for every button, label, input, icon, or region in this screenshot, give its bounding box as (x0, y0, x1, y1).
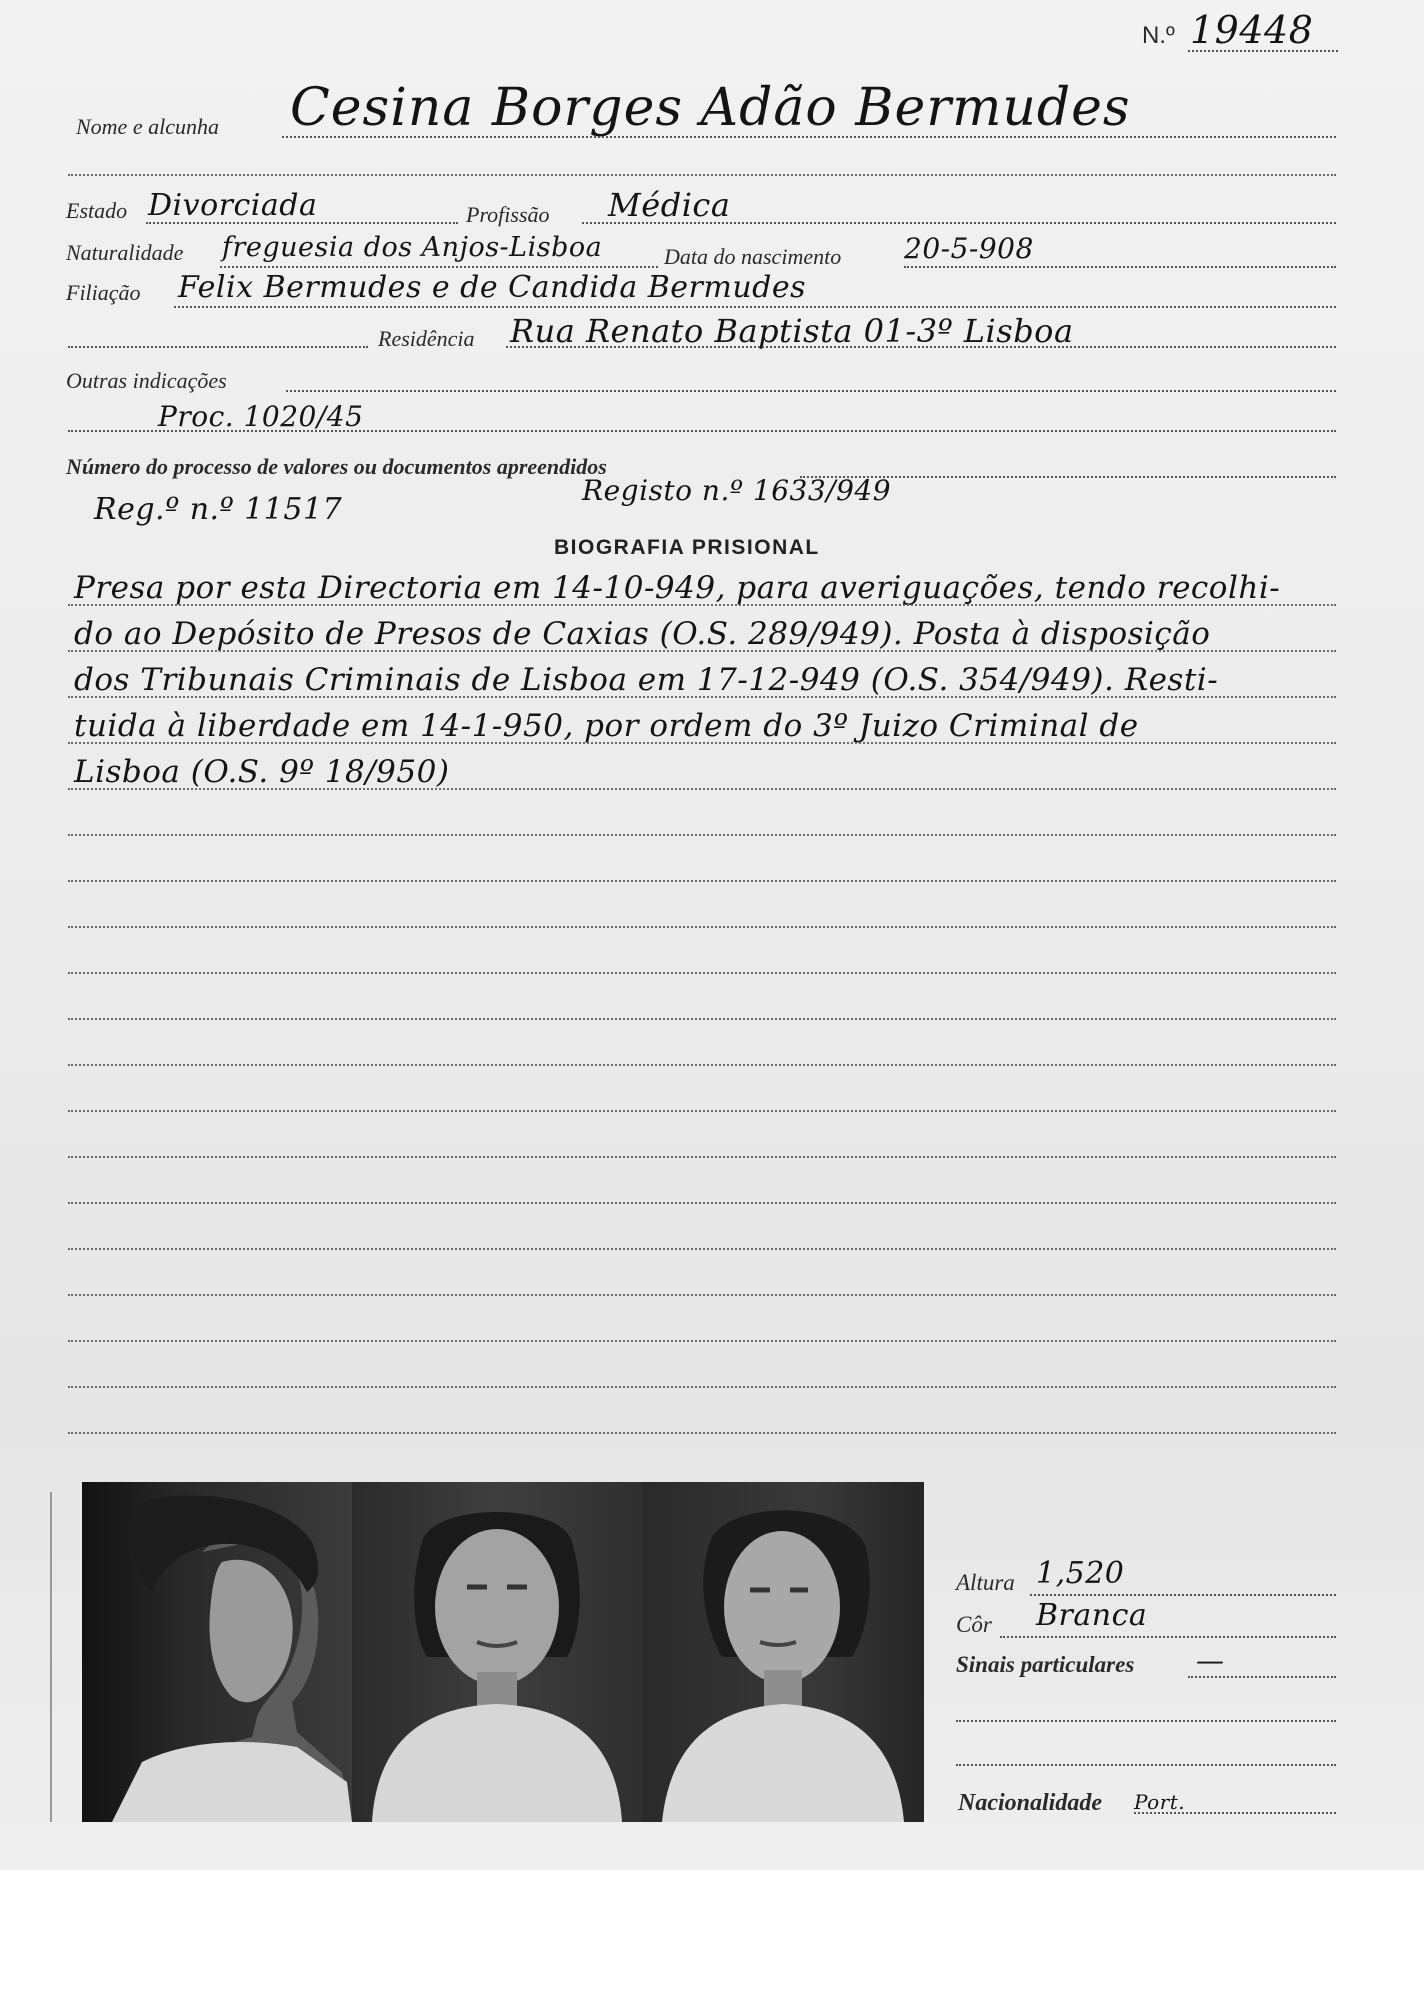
sinais-underline-3 (956, 1764, 1336, 1766)
rule-line (68, 834, 1336, 836)
rule-line (68, 972, 1336, 974)
rule-line (68, 788, 1336, 790)
rule-line (68, 1432, 1336, 1434)
profile-figure-icon (82, 1482, 352, 1822)
rule-line (68, 1386, 1336, 1388)
bio-line: tuida à liberdade em 14-1-950, por ordem do 3º Juizo Criminal de (74, 708, 1139, 744)
residencia-underline (506, 346, 1336, 348)
rule-line (68, 1248, 1336, 1250)
rule-line (68, 1156, 1336, 1158)
bio-line: Presa por esta Directoria em 14-10-949, para averiguações, tendo recolhi- (74, 570, 1281, 606)
mugshot-three-quarter (642, 1482, 924, 1822)
outras-underline (286, 390, 1336, 392)
nascimento-label: Data do nascimento (664, 244, 842, 269)
outras-underline-2 (68, 430, 1336, 432)
filiacao-label: Filiação (66, 280, 141, 305)
nacionalidade-label: Nacionalidade (958, 1790, 1102, 1816)
altura-underline (1030, 1594, 1336, 1596)
number-label: N.º (1142, 22, 1175, 49)
processo-label: Número do processo de valores ou documentos apreendidos (66, 454, 607, 479)
rule-line (68, 174, 1336, 176)
registo-value: Registo n.º 1633/949 (582, 474, 892, 507)
nascimento-underline (904, 266, 1336, 268)
residencia-value: Rua Renato Baptista 01-3º Lisboa (510, 312, 1074, 350)
photo-bracket (40, 1492, 52, 1822)
sinais-underline-2 (956, 1720, 1336, 1722)
rule-line (68, 1110, 1336, 1112)
bio-line: Lisboa (O.S. 9º 18/950) (74, 754, 450, 790)
outras-label: Outras indicações (66, 368, 227, 393)
three-quarter-figure-icon (642, 1482, 924, 1822)
number-underline (1188, 50, 1338, 52)
profissao-value: Médica (608, 186, 731, 224)
bio-line: dos Tribunais Criminais de Lisboa em 17-12-949 (O.S. 354/949). Resti- (74, 662, 1219, 698)
filiacao-value: Felix Bermudes e de Candida Bermudes (178, 270, 807, 305)
rule-line (68, 604, 1336, 606)
sinais-underline (1188, 1676, 1336, 1678)
sinais-label: Sinais particulares (956, 1652, 1135, 1677)
nacionalidade-value: Port. (1134, 1790, 1186, 1814)
mugshot-front (352, 1482, 642, 1822)
number-value: 19448 (1190, 8, 1314, 52)
residencia-leading-dots (68, 346, 368, 348)
sinais-value: — (1196, 1644, 1225, 1677)
rule-line (68, 926, 1336, 928)
residencia-label: Residência (378, 326, 475, 351)
rule-line (68, 880, 1336, 882)
reg-value: Reg.º n.º 11517 (94, 492, 343, 527)
naturalidade-underline (220, 266, 658, 268)
nascimento-value: 20-5-908 (904, 232, 1034, 265)
profissao-label: Profissão (466, 202, 550, 227)
rule-line (68, 1294, 1336, 1296)
rule-line (68, 1064, 1336, 1066)
altura-label: Altura (956, 1570, 1015, 1595)
rule-line (68, 1340, 1336, 1342)
naturalidade-label: Naturalidade (66, 240, 184, 265)
rule-line (68, 696, 1336, 698)
biografia-title: BIOGRAFIA PRISIONAL (554, 536, 820, 559)
bio-line: do ao Depósito de Presos de Caxias (O.S. 289/949). Posta à disposição (74, 616, 1211, 652)
front-figure-icon (352, 1482, 642, 1822)
rule-line (68, 1202, 1336, 1204)
estado-underline (146, 222, 458, 224)
cor-underline (1000, 1636, 1336, 1638)
cor-label: Côr (956, 1612, 992, 1637)
name-label: Nome e alcunha (76, 114, 219, 139)
estado-value: Divorciada (148, 188, 318, 223)
profissao-underline (582, 222, 1336, 224)
mugshot-profile (82, 1482, 352, 1822)
estado-label: Estado (66, 198, 128, 223)
rule-line (68, 742, 1336, 744)
cor-value: Branca (1036, 1598, 1148, 1633)
name-value: Cesina Borges Adão Bermudes (290, 78, 1131, 138)
naturalidade-value: freguesia dos Anjos-Lisboa (222, 232, 603, 263)
mugshot-photos (82, 1482, 924, 1822)
rule-line (68, 650, 1336, 652)
name-underline (282, 136, 1336, 138)
rule-line (68, 1018, 1336, 1020)
filiacao-underline (174, 306, 1336, 308)
altura-value: 1,520 (1036, 1556, 1125, 1591)
nacionalidade-underline (1134, 1812, 1336, 1814)
outras-value: Proc. 1020/45 (158, 400, 364, 433)
